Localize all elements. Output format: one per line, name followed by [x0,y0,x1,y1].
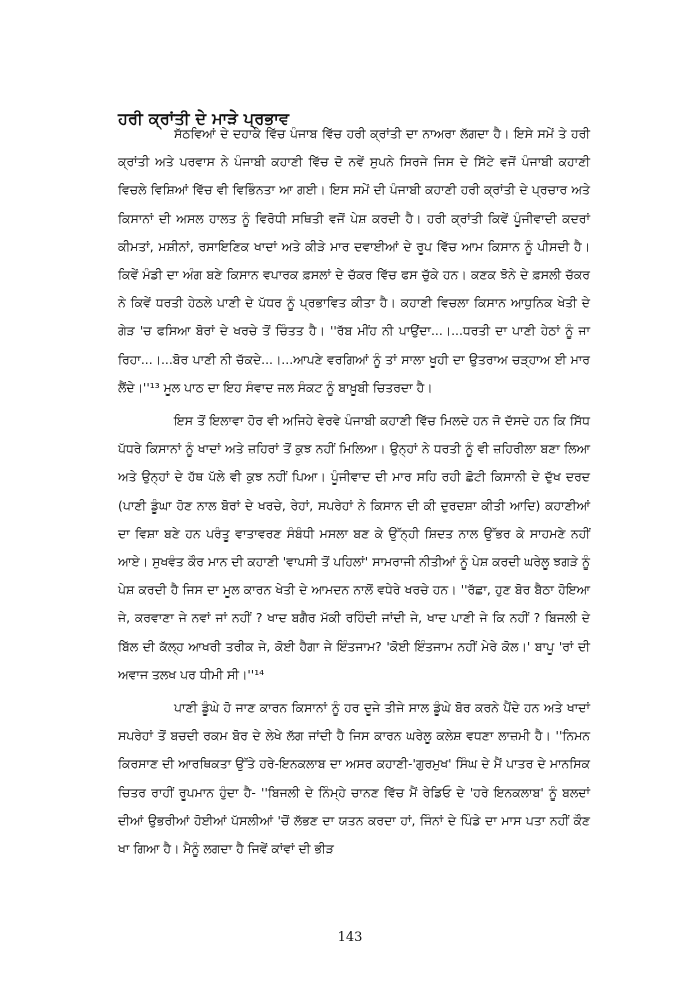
paragraph: ਇਸ ਤੋਂ ਇਲਾਵਾ ਹੋਰ ਵੀ ਅਜਿਹੇ ਵੇਰਵੇ ਪੰਜਾਬੀ ਕਹਾਣੀ ਵਿੱਚ ਮਿਲਦੇ ਹਨ ਜੋ ਦੱਸਦੇ ਹਨ ਕਿ ਸਿੱਧ ਪੱਧਰੇ ਕਿਸਾਨਾਂ ਨੂੰ ਖਾਦਾਂ ਅਤੇ ਜ਼ਹਿਰਾਂ ਤੋਂ ਕੁਝ ਨਹੀਂ ਮਿਲਿਆ। ਉਨ੍ਹਾਂ ਨੇ ਧਰਤੀ ਨੂੰ ਵੀ ਜ਼ਹਿਰੀਲਾ ਬਣਾ ਲਿਆ ਅਤੇ ਉਨ੍ਹਾਂ ਦੇ ਹੱਥ ਪੱਲੇ ਵੀ ਕੁਝ ਨਹੀਂ ਪਿਆ। ਪੂੰਜੀਵਾਦ ਦੀ ਮਾਰ ਸਹਿ ਰਹੀ ਛੋਟੀ ਕਿਸਾਨੀ ਦੇ ਦੁੱਖ ਦਰਦ (ਪਾਣੀ ਡੂੰਘਾ ਹੋਣ ਨਾਲ ਬੋਰਾਂ ਦੇ ਖਰਚੇ, ਰੇਹਾਂ, ਸਪਰੇਹਾਂ ਨੇ ਕਿਸਾਨ ਦੀ ਕੀ ਦੁਰਦਸ਼ਾ ਕੀਤੀ ਆਦਿ) ਕਹਾਣੀਆਂ ਦਾ ਵਿਸ਼ਾ ਬਣੇ ਹਨ ਪਰੰਤੂ ਵਾਤਾਵਰਣ ਸੰਬੰਧੀ ਮਸਲਾ ਬਣ ਕੇ ਉੱਨ੍ਹੀ ਸ਼ਿਦਤ ਨਾਲ ਉੱਭਰ ਕੇ ਸਾਹਮਣੇ ਨਹੀਂ ਆਏ। ਸੁਖਵੰਤ ਕੌਰ ਮਾਨ ਦੀ ਕਹਾਣੀ 'ਵਾਪਸੀ ਤੋਂ ਪਹਿਲਾਂ' ਸਾਮਰਾਜੀ ਨੀਤੀਆਂ ਨੂੰ ਪੇਸ਼ ਕਰਦੀ ਘਰੇਲੂ ਝਗੜੇ ਨੂੰ ਪੇਸ਼ ਕਰਦੀ ਹੈ ਜਿਸ ਦਾ ਮੂਲ ਕਾਰਨ ਖੇਤੀ ਦੇ ਆਮਦਨ ਨਾਲੋਂ ਵਧੇਰੇ ਖਰਚੇ ਹਨ। ''ਰੱਛਾ, ਹੁਣ ਬੋਰ ਬੈਠਾ ਹੋਇਆ ਜੇ, ਕਰਵਾਣਾ ਜੇ ਨਵਾਂ ਜਾਂ ਨਹੀਂ ? ਖਾਦ ਬਗੈਰ ਮੱਕੀ ਰਹਿੰਦੀ ਜਾਂਦੀ ਜੇ, ਖਾਦ ਪਾਣੀ ਜੇ ਕਿ ਨਹੀਂ ? ਬਿਜਲੀ ਦੇ ਬਿੱਲ ਦੀ ਕੱਲ੍ਹ ਆਖਰੀ ਤਰੀਕ ਜੇ, ਕੋਈ ਹੈਗਾ ਜੇ ਇੰਤਜਾਮ? 'ਕੋਈ ਇੰਤਜਾਮ ਨਹੀਂ ਮੇਰੇ ਕੋਲ।' ਬਾਪੂ 'ਰਾਂ ਦੀ ਅਵਾਜ ਤਲਖ ਪਰ ਧੀਮੀ ਸੀ।''¹⁴ [118,413,590,682]
paragraph: ਸੱਠਵਿਆਂ ਦੇ ਦਹਾਕੇ ਵਿੱਚ ਪੰਜਾਬ ਵਿੱਚ ਹਰੀ ਕ੍ਰਾਂਤੀ ਦਾ ਨਾਅਰਾ ਲੱਗਦਾ ਹੈ। ਇਸੇ ਸਮੇਂ ਤੇ ਹਰੀ ਕ੍ਰਾਂਤੀ ਅਤੇ ਪਰਵਾਸ ਨੇ ਪੰਜਾਬੀ ਕਹਾਣੀ ਵਿੱਚ ਦੋ ਨਵੇਂ ਸੁਪਨੇ ਸਿਰਜੇ ਜਿਸ ਦੇ ਸਿੱਟੇ ਵਜੋਂ ਪੰਜਾਬੀ ਕਹਾਣੀ ਵਿਚਲੇ ਵਿਸ਼ਿਆਂ ਵਿੱਚ ਵੀ ਵਿਭਿੰਨਤਾ ਆ ਗਈ। ਇਸ ਸਮੇਂ ਦੀ ਪੰਜਾਬੀ ਕਹਾਣੀ ਹਰੀ ਕ੍ਰਾਂਤੀ ਦੇ ਪ੍ਰਚਾਰ ਅਤੇ ਕਿਸਾਨਾਂ ਦੀ ਅਸਲ ਹਾਲਤ ਨੂੰ ਵਿਰੋਧੀ ਸਥਿਤੀ ਵਜੋਂ ਪੇਸ਼ ਕਰਦੀ ਹੈ। ਹਰੀ ਕ੍ਰਾਂਤੀ ਕਿਵੇਂ ਪੂੰਜੀਵਾਦੀ ਕਦਰਾਂ ਕੀਮਤਾਂ, ਮਸ਼ੀਨਾਂ, ਰਸਾਇਣਿਕ ਖਾਦਾਂ ਅਤੇ ਕੀੜੇ ਮਾਰ ਦਵਾਈਆਂ ਦੇ ਰੂਪ ਵਿੱਚ ਆਮ ਕਿਸਾਨ ਨੂੰ ਪੀਸਦੀ ਹੈ। ਕਿਵੇਂ ਮੰਡੀ ਦਾ ਅੰਗ ਬਣੇ ਕਿਸਾਨ ਵਪਾਰਕ ਫ਼ਸਲਾਂ ਦੇ ਚੱਕਰ ਵਿੱਚ ਫਸ ਚੁੱਕੇ ਹਨ। ਕਣਕ ਝੋਨੇ ਦੇ ਫ਼ਸਲੀ ਚੱਕਰ ਨੇ ਕਿਵੇਂ ਧਰਤੀ ਹੇਠਲੇ ਪਾਣੀ ਦੇ ਪੱਧਰ ਨੂੰ ਪ੍ਰਭਾਵਿਤ ਕੀਤਾ ਹੈ। ਕਹਾਣੀ ਵਿਚਲਾ ਕਿਸਾਨ ਆਧੁਨਿਕ ਖੇਤੀ ਦੇ ਗੇੜ 'ਚ ਫਸਿਆ ਬੋਰਾਂ ਦੇ ਖਰਚੇ ਤੋਂ ਚਿੰਤਤ ਹੈ। ''ਰੱਬ ਮੀਂਹ ਨੀ ਪਾਉਂਦਾ...।...ਧਰਤੀ ਦਾ ਪਾਣੀ ਹੇਠਾਂ ਨੂੰ ਜਾ ਰਿਹਾ...।...ਬੋਰ ਪਾਣੀ ਨੀ ਚੱਕਦੇ...।...ਆਪਣੇ ਵਰਗਿਆਂ ਨੂੰ ਤਾਂ ਸਾਲਾ ਖੂਹੀ ਦਾ ਉਤਰਾਅ ਚੜ੍ਹਾਅ ਈ ਮਾਰ ਲੈਂਦੇ।''¹³ ਮੂਲ ਪਾਠ ਦਾ ਇਹ ਸੰਵਾਦ ਜਲ ਸੰਕਟ ਨੂੰ ਬਾਖ਼ੂਬੀ ਚਿਤਰਦਾ ਹੈ। [118,126,590,395]
body-text [118,120,590,863]
page-number: 143 [337,930,363,945]
section-heading: ਹਰੀ ਕ੍ਰਾਂਤੀ ਦੇ ਮਾੜੇ ਪ੍ਰਭਾਵ [118,109,290,129]
paragraph: ਪਾਣੀ ਡੂੰਘੇ ਹੋ ਜਾਣ ਕਾਰਨ ਕਿਸਾਨਾਂ ਨੂੰ ਹਰ ਦੂਜੇ ਤੀਜੇ ਸਾਲ ਡੂੰਘੇ ਬੋਰ ਕਰਨੇ ਪੈਂਦੇ ਹਨ ਅਤੇ ਖਾਦਾਂ ਸਪਰੇਹਾਂ ਤੋਂ ਬਚਦੀ ਰਕਮ ਬੋਰ ਦੇ ਲੇਖੇ ਲੱਗ ਜਾਂਦੀ ਹੈ ਜਿਸ ਕਾਰਨ ਘਰੇਲੂ ਕਲੇਸ਼ ਵਧਣਾ ਲਾਜ਼ਮੀ ਹੈ। ''ਨਿਮਨ ਕਿਰਸਾਣ ਦੀ ਆਰਥਿਕਤਾ ਉੱਤੇ ਹਰੇ-ਇਨਕਲਾਬ ਦਾ ਅਸਰ ਕਹਾਣੀ-'ਗੁਰਮੁਖ' ਸਿੰਘ ਦੇ ਮੈਂ ਪਾਤਰ ਦੇ ਮਾਨਸਿਕ ਚਿਤਰ ਰਾਹੀਂ ਰੂਪਮਾਨ ਹੁੰਦਾ ਹੈ- ''ਬਿਜਲੀ ਦੇ ਨਿੰਮ੍ਹੇ ਚਾਨਣ ਵਿੱਚ ਮੈਂ ਰੇਡਿਓ ਦੇ 'ਹਰੇ ਇਨਕਲਾਬ' ਨੂੰ ਬਲਦਾਂ ਦੀਆਂ ਉਭਰੀਆਂ ਹੋਈਆਂ ਪੱਸਲੀਆਂ 'ਚੋਂ ਲੱਭਣ ਦਾ ਯਤਨ ਕਰਦਾ ਹਾਂ, ਜਿੰਨਾਂ ਦੇ ਪਿੰਡੇ ਦਾ ਮਾਸ ਪਤਾ ਨਹੀਂ ਕੌਣ ਖਾ ਗਿਆ ਹੈ। ਮੈਨੂੰ ਲਗਦਾ ਹੈ ਜਿਵੇਂ ਕਾਂਵਾਂ ਦੀ ਭੀੜ [118,700,590,857]
